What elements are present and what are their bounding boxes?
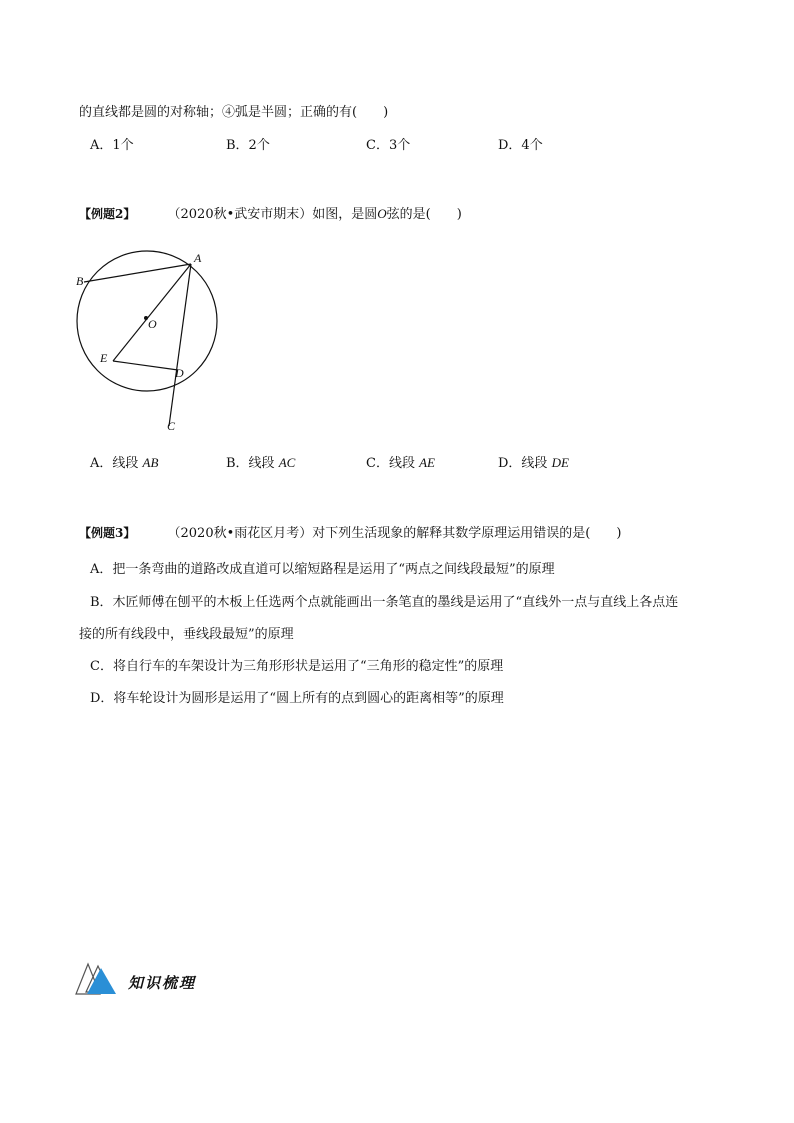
segment-ed <box>113 361 178 370</box>
triangle-logo-icon <box>74 962 120 998</box>
label-d: D <box>175 366 184 380</box>
q2-option-d <box>498 452 569 471</box>
q2-header <box>79 203 462 222</box>
q3-option-c: C．将自行车的车架设计为三角形形状是运用了“三角形的稳定性”的原理 <box>90 659 504 674</box>
q1-option-c: C．3个 <box>366 138 411 153</box>
section-title: 知识梳理 <box>128 974 197 992</box>
q3-option-b-line1: B．木匠师傅在刨平的木板上任选两个点就能画出一条笔直的墨线是运用了“直线外一点与直线上各点连 <box>90 595 679 610</box>
q2-option-c-var: AE <box>419 455 435 470</box>
q2-tag: 【例题2】 <box>79 207 136 221</box>
q2-option-c <box>366 452 435 471</box>
q2-option-b <box>226 452 295 471</box>
q3-option-d: D．将车轮设计为圆形是运用了“圆上所有的点到圆心的距离相等”的原理 <box>90 691 504 706</box>
q2-option-b-var: AC <box>278 455 296 470</box>
q3-tag: 【例题3】 <box>79 526 136 540</box>
label-c: C <box>167 419 176 433</box>
q1-stem-tail: 的直线都是圆的对称轴；④弧是半圆；正确的有( ) <box>79 105 389 120</box>
q2-option-a <box>90 452 158 471</box>
label-b: B <box>76 274 84 288</box>
q1-option-a: A．1个 <box>90 138 134 153</box>
q2-option-a-var: AB <box>142 455 159 470</box>
q2-option-d-prefix: D．线段 <box>498 456 548 471</box>
q2-stem-suffix: 弦的是( ) <box>386 207 462 222</box>
segment-ab <box>84 264 191 282</box>
q1-option-d: D．4个 <box>498 138 543 153</box>
q2-option-a-prefix: A．线段 <box>90 456 139 471</box>
q3-option-a: A．把一条弯曲的道路改成直道可以缩短路程是运用了“两点之间线段最短”的原理 <box>90 562 555 577</box>
segment-ac <box>169 264 191 426</box>
q2-stem-var: O <box>377 206 387 221</box>
label-a: A <box>194 251 202 265</box>
q3-stem: （2020秋•雨花区月考）对下列生活现象的解释其数学原理运用错误的是( ) <box>167 526 622 541</box>
circle-figure <box>70 245 230 440</box>
q2-option-b-prefix: B．线段 <box>226 456 275 471</box>
label-e: E <box>100 351 108 365</box>
q2-stem-prefix: （2020秋•武安市期末）如图，是圆 <box>167 207 378 222</box>
label-o: O <box>148 317 157 331</box>
q2-option-d-var: DE <box>551 455 569 470</box>
q1-option-b: B．2个 <box>226 138 270 153</box>
q3-option-b-line2: 接的所有线段中，垂线段最短”的原理 <box>79 627 294 642</box>
q2-option-c-prefix: C．线段 <box>366 456 415 471</box>
q3-header <box>79 522 621 541</box>
